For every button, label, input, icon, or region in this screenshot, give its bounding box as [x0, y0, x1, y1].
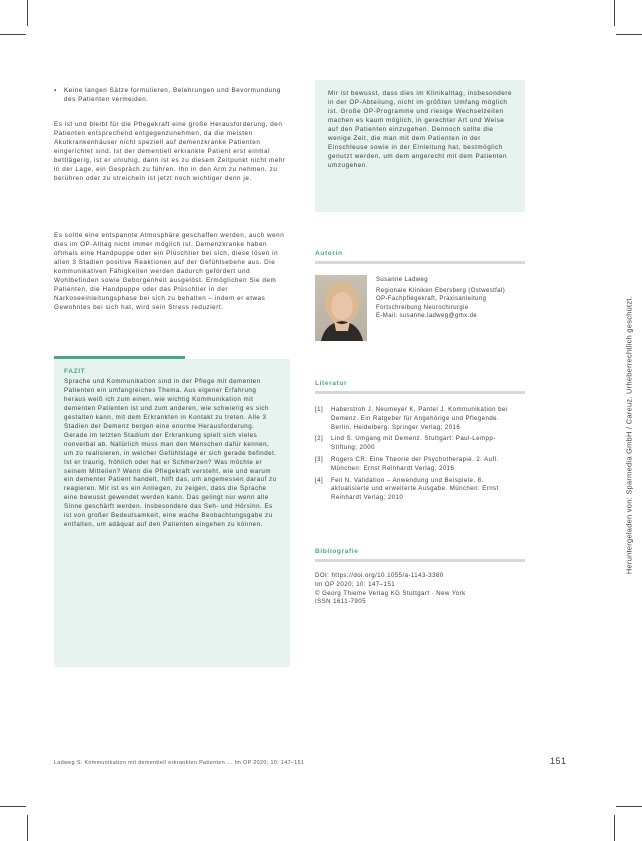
bibliografie-info	[315, 572, 525, 607]
literature-item	[315, 435, 520, 453]
author-affiliation: Regionale Kliniken Ebersberg (Ostwestfal)	[376, 287, 506, 294]
autorin-heading: Autorin	[315, 250, 343, 257]
bullet-text: Keine langen Sätze formulieren, Belehrungen und Bevormundung des Patienten vermeiden.	[64, 87, 281, 104]
crop-mark	[614, 815, 615, 841]
literature-text: Rogers CR. Eine Theorie der Psychotherapie. 2. Aufl. München: Ernst Reinhardt Verlag; 2016	[331, 455, 499, 472]
issn: ISSN 1611-7905	[315, 598, 366, 606]
author-name: Susanne Ladweg	[376, 277, 428, 283]
body-paragraph: Es ist und bleibt für die Pflegekraft eine große Herausforderung, den Patienten entsprechend entgegenzunehmen, da die meisten Akutkrankenhäuser nicht speziell auf demenzkranke Patienten eingerichtet sind. Ist der dementiell erkrankte Patient erst einmal bettlägerig, ist er unruhig, dann ist es zu diesem Zeitpunkt nicht mehr in der Lage, ein Gespräch zu führen. Ihn in den Arm zu nehmen, zu berühren oder zu streicheln ist jetzt noch wichtiger denn je.	[54, 121, 286, 183]
crop-mark	[616, 34, 642, 35]
author-photo	[315, 275, 367, 341]
literature-number: [1]	[315, 406, 324, 413]
literature-item	[315, 406, 520, 432]
bullet-item	[54, 86, 292, 104]
crop-mark	[27, 0, 28, 26]
journal-citation: Im OP 2020; 10: 147–151	[315, 580, 396, 588]
page-number: 151	[550, 756, 567, 766]
literature-number: [4]	[315, 476, 324, 484]
literatur-section	[315, 380, 525, 394]
literature-number: [3]	[315, 455, 324, 463]
crop-mark	[616, 806, 642, 807]
literature-text: Lind S. Umgang mit Demenz. Stuttgart: Paul-Lempp-Stiftung; 2000	[331, 435, 496, 452]
quote-text: Mir ist bewusst, dass dies im Klinikalltag, insbesondere in der OP-Abteilung, nicht im größten Umfang möglich ist. Große OP-Programme und riesige Wechselzeiten machen es kaum möglich, in gerechter Art und Weise auf den Patienten einzugehen. Dennoch sollte die wenige Zeit, die man mit dem Patienten in der Einschleuse sowie in der Einleitung hat, bestmöglich genutzt werden, um dem angerecht mit dem Patienten umzugehen.	[328, 90, 513, 170]
fazit-box	[54, 359, 290, 667]
body-paragraph: Es sollte eine entspannte Atmosphäre geschaffen werden, auch wenn dies im OP-Alltag nicht immer möglich ist. Demenzkranke haben oftmals eine Handpuppe oder ein Plüschtier bei sich, diese lösen in allen 3 Stadien positive Reaktionen auf der Gefühlsebene aus. Die kommunikativen Fähigkeiten werden dadurch gefördert und Wohlbefinden sowie Geborgenheit ausgelöst. Ermöglichen Sie dem Patienten, die Handpuppe oder das Plüschtier in der Narkoseeinleitungsphase bei sich zu behalten – indem er etwas Gewohntes bei sich hat, wird sein Stress reduziert.	[54, 232, 285, 312]
crop-mark	[27, 815, 28, 841]
author-email[interactable]: E-Mail: susanne.ladweg@gmx.de	[376, 313, 478, 320]
doi-link[interactable]: DOI: https://doi.org/10.1055/a-1143-3360	[315, 572, 444, 579]
download-notice: Heruntergeladen von: Sparmedia GmbH / Careuz. Urheberrechtlich geschützt.	[624, 295, 634, 575]
section-rule	[315, 559, 525, 562]
copyright: © Georg Thieme Verlag KG Stuttgart · New York	[315, 589, 466, 597]
crop-mark	[0, 806, 26, 807]
author-info	[376, 276, 526, 321]
literature-item	[315, 456, 520, 474]
crop-mark	[614, 0, 615, 26]
literatur-list	[315, 406, 520, 506]
footer-citation: Ladweg S. Kommunikation mit dementiell erkrankten Patienten … Im OP 2020; 10: 147–151	[54, 760, 305, 766]
author-role: Fortschreibung Neurochirurgie	[376, 304, 469, 311]
quote-box	[315, 80, 525, 212]
autorin-section	[315, 250, 525, 264]
literature-number: [2]	[315, 435, 324, 443]
section-rule	[315, 261, 525, 264]
fazit-text: Sprache und Kommunikation sind in der Pflege mit dementen Patienten ein umfangreiches Thema. Aus eigener Erfahrung heraus weiß ich zum einen, wie wichtig Kommunikation mit dementen Patienten ist und zum anderen, wie schwierig es sich gestalten kann, mit dem Erkrankten in Kontakt zu treten. Alle 3 Stadien der Demenz bergen eine enorme Herausforderung. Gerade im letzten Stadium der Erkrankung spielt sich vieles nonverbal ab. Natürlich muss man den Menschen dafür kennen, um zu realisieren, in welcher Gefühlslage er sich gerade befindet. Ist er traurig, fröhlich oder hat er Schmerzen? Was möchte er seinem Mitteilen? Wenn die Pflegekraft versteht, wie und warum ein dementer Patient handelt, hilft das, um angemessen darauf zu reagieren. Mir ist es ein Anliegen, zu zeigen, dass die Sprache eine bewusst gewendet werden kann. Das gelingt nur wenn alle Sinne geschärft werden. Insbesondere das Seh- und Hörsinn. Es ist von großer Bedeutsamkeit, eine wache Beobachtungsgabe zu entfalten, um adäquat auf den Patienten eingehen zu können.	[64, 378, 277, 529]
literature-item	[315, 477, 520, 503]
bullet-dot: ▪	[54, 87, 57, 94]
literature-text: Feil N. Validation – Anwendung und Beispiele. 8. aktualisierte und erweiterte Ausgabe. München: Ernst Reinhardt Verlag; 2010	[331, 476, 499, 502]
literatur-heading: Literatur	[315, 380, 348, 387]
section-rule	[315, 391, 525, 394]
crop-mark	[0, 34, 26, 35]
bibliografie-section	[315, 548, 525, 562]
literature-text: Haberstroh J, Neumeyer K, Pantel J. Kommunikation bei Demenz. Ein Ratgeber für Angehörige und Pflegende. Berlin, Heidelberg: Springer Verlag; 2016	[331, 406, 508, 431]
fazit-title: FAZIT	[64, 368, 86, 375]
bibliografie-heading: Bibliografie	[315, 548, 359, 555]
author-role: OP-Fachpflegekraft, Praxisanleitung	[376, 296, 487, 303]
